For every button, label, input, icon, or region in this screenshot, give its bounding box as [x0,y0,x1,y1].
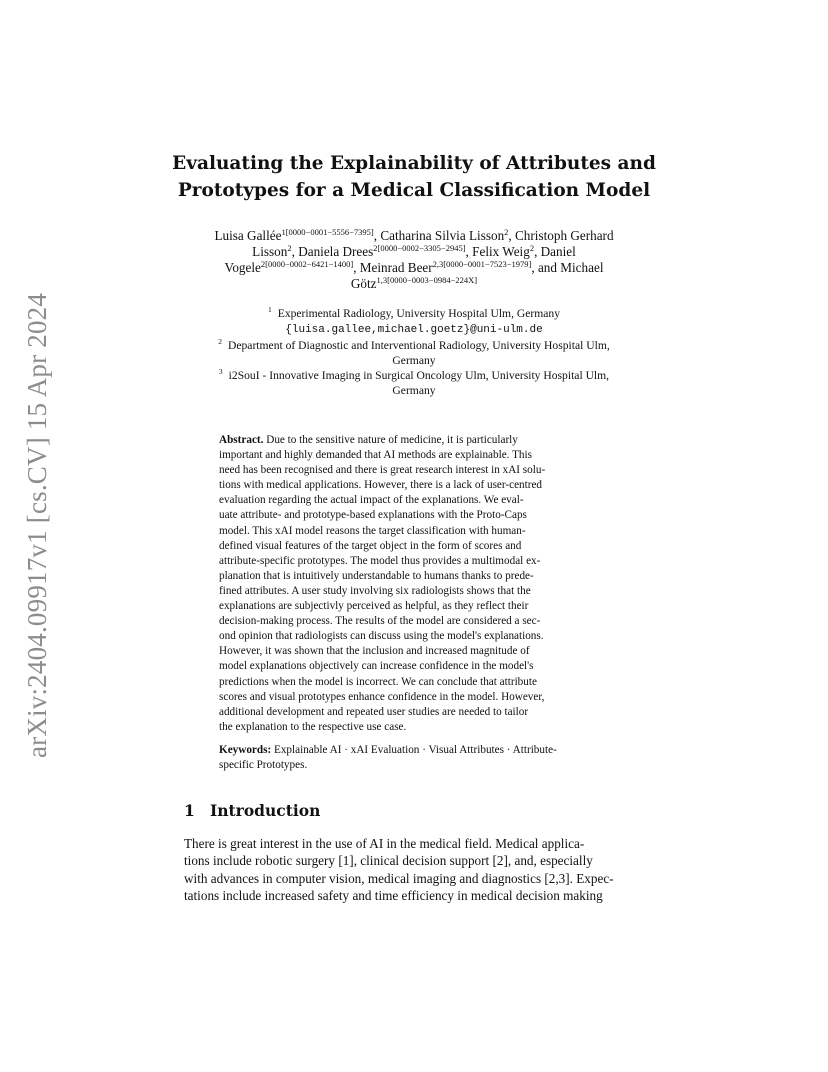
arxiv-identifier: arXiv:2404.09917v1 [cs.CV] 15 Apr 2024 [22,292,52,758]
abstract-line: defined visual features of the target object in the form of scores and [219,539,522,552]
author-name: , Catharina Silvia Lisson [373,228,505,243]
affiliation-line [170,368,658,383]
email-text: {luisa.gallee,michael.goetz}@uni-ulm.de [285,324,543,336]
affiliation-email [170,321,658,338]
author-line [178,260,650,276]
section-title: Introduction [210,801,321,820]
section-number: 1 [184,801,195,820]
abstract-line: uate attribute- and prototype-based explanations with the Proto-Caps [219,509,527,522]
author-orcid: 2[0000−0002−3305−2945] [373,243,466,253]
keywords [219,743,615,773]
abstract-line: important and highly demanded that AI methods are explainable. This [219,449,532,462]
affiliation-text: Experimental Radiology, University Hospital Ulm, Germany [277,307,561,320]
author-orcid: 2[0000−0002−6421−1400] [260,259,354,269]
author-name: , Felix Weig [465,244,530,259]
author-line [178,244,650,260]
affiliation-text: i2SouI - Innovative Imaging in Surgical Oncology Ulm, University Hospital Ulm, [228,369,610,382]
abstract-line: scores and visual prototypes enhance confidence in the model. However, [219,690,545,703]
affiliation-text: Germany [392,384,436,397]
keywords-text: Explainable AI · xAI Evaluation · Visual Attributes · Attribute- [274,744,557,756]
affiliation-line [170,306,658,321]
author-affiliation-mark: 2 [504,227,509,237]
affiliation-line [170,383,658,398]
abstract-line: additional development and repeated user studies are needed to tailor [219,705,529,718]
author-name: Luisa Gallée [214,228,282,243]
author-name: Götz [350,276,377,291]
keywords-label: Keywords: [219,744,272,756]
affiliation-mark: 3 [218,367,223,376]
abstract-line [219,433,615,448]
title-line: Prototypes for a Medical Classification Model [177,180,651,201]
author-name: , Christoph Gerhard [508,228,614,243]
abstract-line: model explanations objectively can increase confidence in the model's [219,660,534,673]
abstract-line: planation that is intuitively understandable to humans thanks to prede- [219,569,534,582]
abstract-line: model. This xAI model reasons the target classification with human- [219,524,526,537]
paragraph-line: tations include increased safety and time efficiency in medical decision making [184,887,603,903]
paragraph-line: with advances in computer vision, medical imaging and diagnostics [2,3]. Expec- [184,870,614,886]
author-orcid: 1[0000−0001−5556−7395] [281,227,374,237]
affiliation-line [170,338,658,353]
introduction-paragraph [184,835,652,904]
affiliation-text: Germany [392,354,436,367]
abstract-line: decision-making process. The results of the model are considered a sec- [219,615,541,628]
abstract-line: fined attributes. A user study involving six radiologists shows that the [219,584,531,597]
author-list [178,228,650,292]
author-orcid: 1,3[0000−0003−0984−224X] [376,275,478,285]
author-line [178,276,650,292]
abstract-line: explanations are subjectivly perceived as helpful, as they reflect their [219,600,529,613]
author-name: , Meinrad Beer [353,260,433,275]
abstract-label: Abstract. [219,434,264,446]
affiliation-text: Department of Diagnostic and Interventional Radiology, University Hospital Ulm, [227,339,610,352]
author-name: , and Michael [531,260,604,275]
author-name: , Daniel [534,244,576,259]
affiliation-mark: 1 [267,305,272,314]
paragraph-line: tions include robotic surgery [1], clinical decision support [2], and, especially [184,853,593,869]
abstract-line: the explanation to the respective use case. [219,720,407,733]
paper-title [160,150,668,204]
author-affiliation-mark: 2 [287,243,292,253]
abstract-line: attribute-specific prototypes. The model thus provides a multimodal ex- [219,554,541,567]
abstract-text: Due to the sensitive nature of medicine, it is particularly [266,434,518,446]
author-name: Lisson [252,244,288,259]
abstract-line: However, it was shown that the inclusion and increased magnitude of [219,645,530,658]
keywords-line [219,743,615,758]
author-affiliation-mark: 2 [529,243,535,253]
title-line: Evaluating the Explainability of Attributes and [172,153,656,174]
section-heading [184,800,320,822]
abstract-line: evaluation regarding the actual impact of the explanations. We eval- [219,494,524,507]
abstract-line: tions with medical applications. However, there is a lack of user-centred [219,479,543,492]
affiliation-mark: 2 [218,337,222,346]
author-name: Vogele [224,260,261,275]
abstract-line: ond opinion that radiologists can discuss using the model's explanations. [219,630,544,643]
abstract-line: need has been recognised and there is great research interest in xAI solu- [219,464,546,477]
affiliation-list [170,306,658,398]
paragraph-line: There is great interest in the use of AI in the medical field. Medical applica- [184,836,585,851]
keywords-line: specific Prototypes. [219,759,308,772]
author-line [178,228,650,244]
affiliation-line [170,353,658,368]
abstract-line: predictions when the model is incorrect. We can conclude that attribute [219,675,537,688]
author-orcid: 2,3[0000−0001−7523−1979] [432,259,532,269]
abstract [219,433,615,735]
author-name: , Daniela Drees [291,244,374,259]
